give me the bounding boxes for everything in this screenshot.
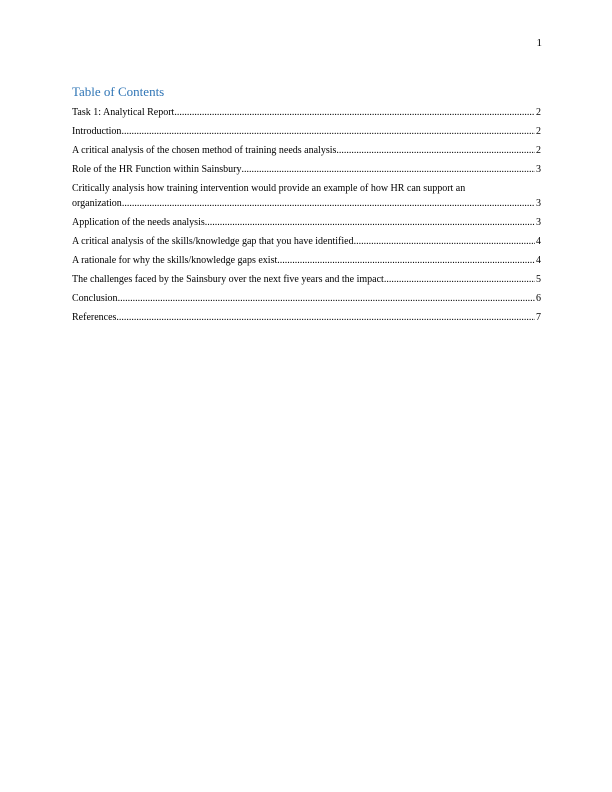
- toc-entry-page: 7: [536, 312, 541, 323]
- toc-entry-skills-gap-analysis[interactable]: [72, 235, 541, 248]
- toc-heading: Table of Contents: [72, 84, 165, 99]
- table-of-contents: [72, 106, 541, 330]
- toc-entry-critical-analysis-method[interactable]: [72, 144, 541, 157]
- toc-entry-skills-gap-rationale[interactable]: [72, 254, 541, 267]
- toc-leader-dots: [118, 292, 535, 305]
- toc-leader-dots: [277, 254, 535, 267]
- toc-entry-page: 3: [536, 198, 541, 209]
- toc-entry-title: Application of the needs analysis: [72, 217, 205, 228]
- toc-entry-title: A critical analysis of the skills/knowledge gap that you have identified: [72, 236, 354, 247]
- toc-entry-challenges[interactable]: [72, 273, 541, 286]
- toc-leader-dots: [241, 163, 535, 176]
- toc-entry-references[interactable]: [72, 311, 541, 324]
- toc-leader-dots: [336, 144, 535, 157]
- toc-entry-title: Conclusion: [72, 293, 118, 304]
- toc-leader-dots: [174, 106, 535, 119]
- toc-entry-page: 4: [536, 236, 541, 247]
- page-number: 1: [536, 37, 542, 49]
- toc-entry-title: A rationale for why the skills/knowledge gaps exist: [72, 255, 278, 266]
- toc-entry-title: A critical analysis of the chosen method of training needs analysis: [72, 145, 337, 156]
- toc-leader-dots: [122, 197, 535, 210]
- toc-entry-role-of-hr[interactable]: [72, 163, 541, 176]
- toc-entry-introduction[interactable]: [72, 125, 541, 138]
- toc-entry-page: 2: [536, 126, 541, 137]
- toc-leader-dots: [354, 235, 535, 248]
- toc-entry-title: References: [72, 312, 117, 323]
- toc-entry-title: Task 1: Analytical Report: [72, 107, 175, 118]
- toc-entry-page: 6: [536, 293, 541, 304]
- toc-entry-conclusion[interactable]: [72, 292, 541, 305]
- toc-entry-title-line2: organization: [72, 198, 122, 209]
- toc-entry-page: 4: [536, 255, 541, 266]
- toc-entry-title: The challenges faced by the Sainsbury over the next five years and the impact: [72, 274, 384, 285]
- toc-entry-page: 3: [536, 164, 541, 175]
- toc-entry-page: 2: [536, 107, 541, 118]
- toc-leader-dots: [205, 216, 535, 229]
- toc-entry-title: Introduction: [72, 126, 122, 137]
- toc-entry-page: 5: [536, 274, 541, 285]
- toc-entry-title: Role of the HR Function within Sainsbury: [72, 164, 242, 175]
- toc-leader-dots: [121, 125, 535, 138]
- toc-entry-task-1[interactable]: [72, 106, 541, 119]
- toc-leader-dots: [116, 311, 535, 324]
- toc-entry-training-intervention[interactable]: [72, 182, 541, 210]
- toc-entry-page: 2: [536, 145, 541, 156]
- toc-leader-dots: [384, 273, 535, 286]
- toc-entry-title-line1: Critically analysis how training intervention would provide an example of how HR can support an: [72, 183, 466, 194]
- toc-entry-page: 3: [536, 217, 541, 228]
- toc-entry-application-needs-analysis[interactable]: [72, 216, 541, 229]
